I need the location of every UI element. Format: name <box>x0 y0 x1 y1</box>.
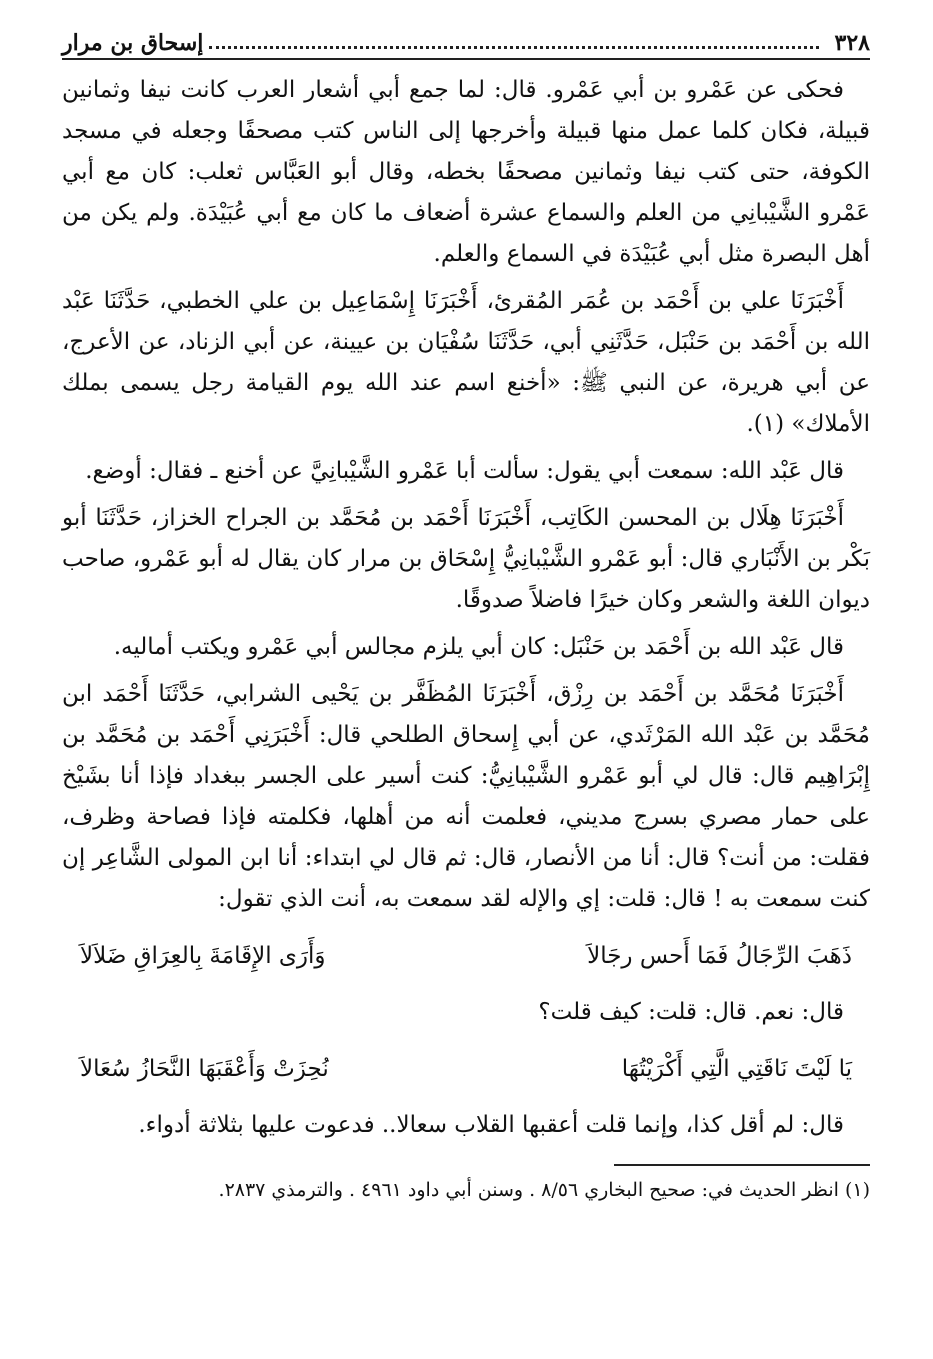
footnote: (١) انظر الحديث في: صحيح البخاري ٨/٥٦ . وسنن أبي داود ٤٩٦١ . والترمذي ٢٨٣٧. <box>218 1179 870 1201</box>
leader-dots <box>209 46 818 49</box>
paragraph-5: قال عَبْد الله بن أَحْمَد بن حَنْبَل: كان أبي يلزم مجالس أبي عَمْرو ويكتب أماليه. <box>113 634 844 660</box>
paragraph-6: أَخْبَرَنَا مُحَمَّد بن أَحْمَد بن رِزْق، أَخْبَرَنَا المُظَفَّر بن يَحْيى الشرابي، حَدَّثَنَا أَحْمَد ابن مُحَمَّد بن عَبْد الله المَرْثَدي، عن أبي إِسحاق الطلحي قال: أَخْبَرَنِي أَحْمَد بن مُحَمَّد بن إِبْرَاهِيم قال: قال لي أبو عَمْرو الشَّيْبانِيُّ: كنت أسير على الجسر ببغداد فإذا أنا بشَيْخ على حمار مصري بسرج مديني، فعلمت أنه من أهلها، فكلمته فإذا فصاحة وظرف، فقلت: من أنت؟ قال: أنا من الأنصار، قال: ثم قال لي ابتداء: أنا ابن المولى الشَّاعِر إن كنت سمعت به ! قال: قلت: إي والإله لقد سمعت به، أنت الذي تقول: <box>62 681 870 912</box>
verse-1-first-hemistich: ذَهَبَ الرِّجَالُ فَمَا أَحس رجَالاَ <box>587 943 852 969</box>
paragraph-2: أَخْبَرَنَا علي بن أَحْمَد بن عُمَر المُقرئ، أَخْبَرَنَا إِسْمَاعِيل بن علي الخطبي، حَدَّثَنَا عَبْد الله بن أَحْمَد بن حَنْبَل، حَدَّثَنِي أبي، حَدَّثَنَا سُفْيَان بن عيينة، عن أبي الزناد، عن الأعرج، عن أبي هريرة، عن النبي ﷺ: «أخنع اسم عند الله يوم القيامة رجل يسمى بملك الأملاك» (١). <box>62 288 870 437</box>
running-head <box>62 26 870 60</box>
footnote-separator <box>614 1164 870 1166</box>
body-text <box>62 70 870 1146</box>
verse-2-first-hemistich: يَا لَيْتَ نَاقَتِي الَّتِي أَكْرَيْتُهَا <box>621 1056 852 1082</box>
dialogue-line: قال: نعم. قال: قلت: كيف قلت؟ <box>538 999 844 1025</box>
verse-line-1 <box>80 934 852 978</box>
verse-line-2 <box>80 1047 852 1091</box>
book-page <box>62 26 870 1225</box>
closing-paragraph: قال: لم أقل كذا، وإنما قلت أعقبها القلاب سعالا.. فدعوت عليها بثلاثة أدواء. <box>138 1112 844 1138</box>
running-title: إسحاق بن مرار <box>62 30 204 56</box>
verse-2-second-hemistich: نُحِزَتْ وَأَعْقَبَهَا النَّحَازُ سُعَالاَ <box>80 1056 329 1082</box>
paragraph-4: أَخْبَرَنَا هِلَال بن المحسن الكَاتِب، أَخْبَرَنَا أَحْمَد بن مُحَمَّد بن الجراح الخزاز، حَدَّثَنَا أبو بَكْر بن الأَنْبَاري قال: أبو عَمْرو الشَّيْبانِيُّ إِسْحَاق بن مرار كان يقال له أبو عَمْرو، صاحب ديوان اللغة والشعر وكان خيرًا فاضلاً صدوقًا. <box>62 505 870 613</box>
verse-1-second-hemistich: وَأَرَى الإِقَامَةَ بِالعِرَاقِ ضَلاَلاَ <box>80 943 326 969</box>
paragraph-1: فحكى عن عَمْرو بن أبي عَمْرو. قال: لما جمع أبي أشعار العرب كانت نيفا وثمانين قبيلة، فكان كلما عمل منها قبيلة وأخرجها إلى الناس كتب مصحفًا وجعله في مسجد الكوفة، حتى كتب نيفا وثمانين مصحفًا بخطه، وقال أبو العَبَّاس ثعلب: كان مع أبي عَمْرو الشَّيْبانِي من العلم والسماع عشرة أضعاف ما كان مع أبي عُبَيْدَة. ولم يكن من أهل البصرة مثل أبي عُبَيْدَة في السماع والعلم. <box>62 77 870 267</box>
paragraph-3: قال عَبْد الله: سمعت أبي يقول: سألت أبا عَمْرو الشَّيْبانِيَّ عن أخنع ـ فقال: أوضع. <box>85 458 844 484</box>
page-number: ٣٢٨ <box>834 30 870 56</box>
